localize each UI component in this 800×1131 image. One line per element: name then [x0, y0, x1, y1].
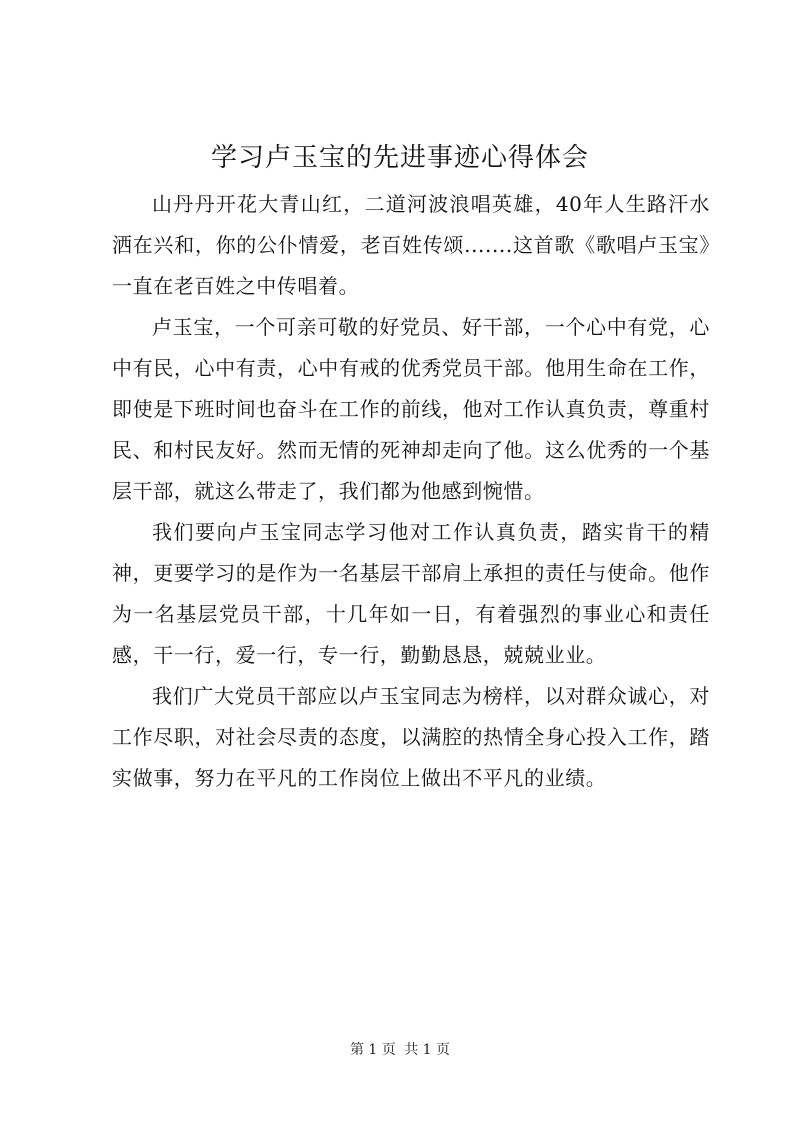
page-number: 第 1 页: [349, 1042, 396, 1058]
paragraph-4: 我们广大党员干部应以卢玉宝同志为榜样，以对群众诚心，对工作尽职，对社会尽责的态度，以满腔的热情全身心投入工作，踏实做事，努力在平凡的工作岗位上做出不平凡的业绩。: [112, 684, 710, 790]
paragraph-3: 我们要向卢玉宝同志学习他对工作认真负责，踏实肯干的精神，更要学习的是作为一名基层干部肩上承担的责任与使命。他作为一名基层党员干部，十几年如一日，有着强烈的事业心和责任感，干一行，爱一行，专一行，勤勤恳恳，兢兢业业。: [112, 520, 710, 667]
paragraph-2: 卢玉宝，一个可亲可敬的好党员、好干部，一个心中有党，心中有民，心中有责，心中有戒的优秀党员干部。他用生命在工作，即使是下班时间也奋斗在工作的前线，他对工作认真负责，尊重村民、和村民友好。然而无情的死神却走向了他。这么优秀的一个基层干部，就这么带走了，我们都为他感到惋惜。: [112, 315, 710, 503]
page-footer: [0, 1040, 800, 1060]
page-total: 共 1 页: [404, 1042, 451, 1058]
paragraph-1: 山丹丹开花大青山红，二道河波浪唱英雄，40年人生路汗水洒在兴和，你的公仆情爱，老百姓传颂.......这首歌《歌唱卢玉宝》一直在老百姓之中传唱着。: [112, 192, 710, 298]
document-body: [112, 184, 710, 799]
document-title: 学习卢玉宝的先进事迹心得体会: [210, 143, 589, 173]
